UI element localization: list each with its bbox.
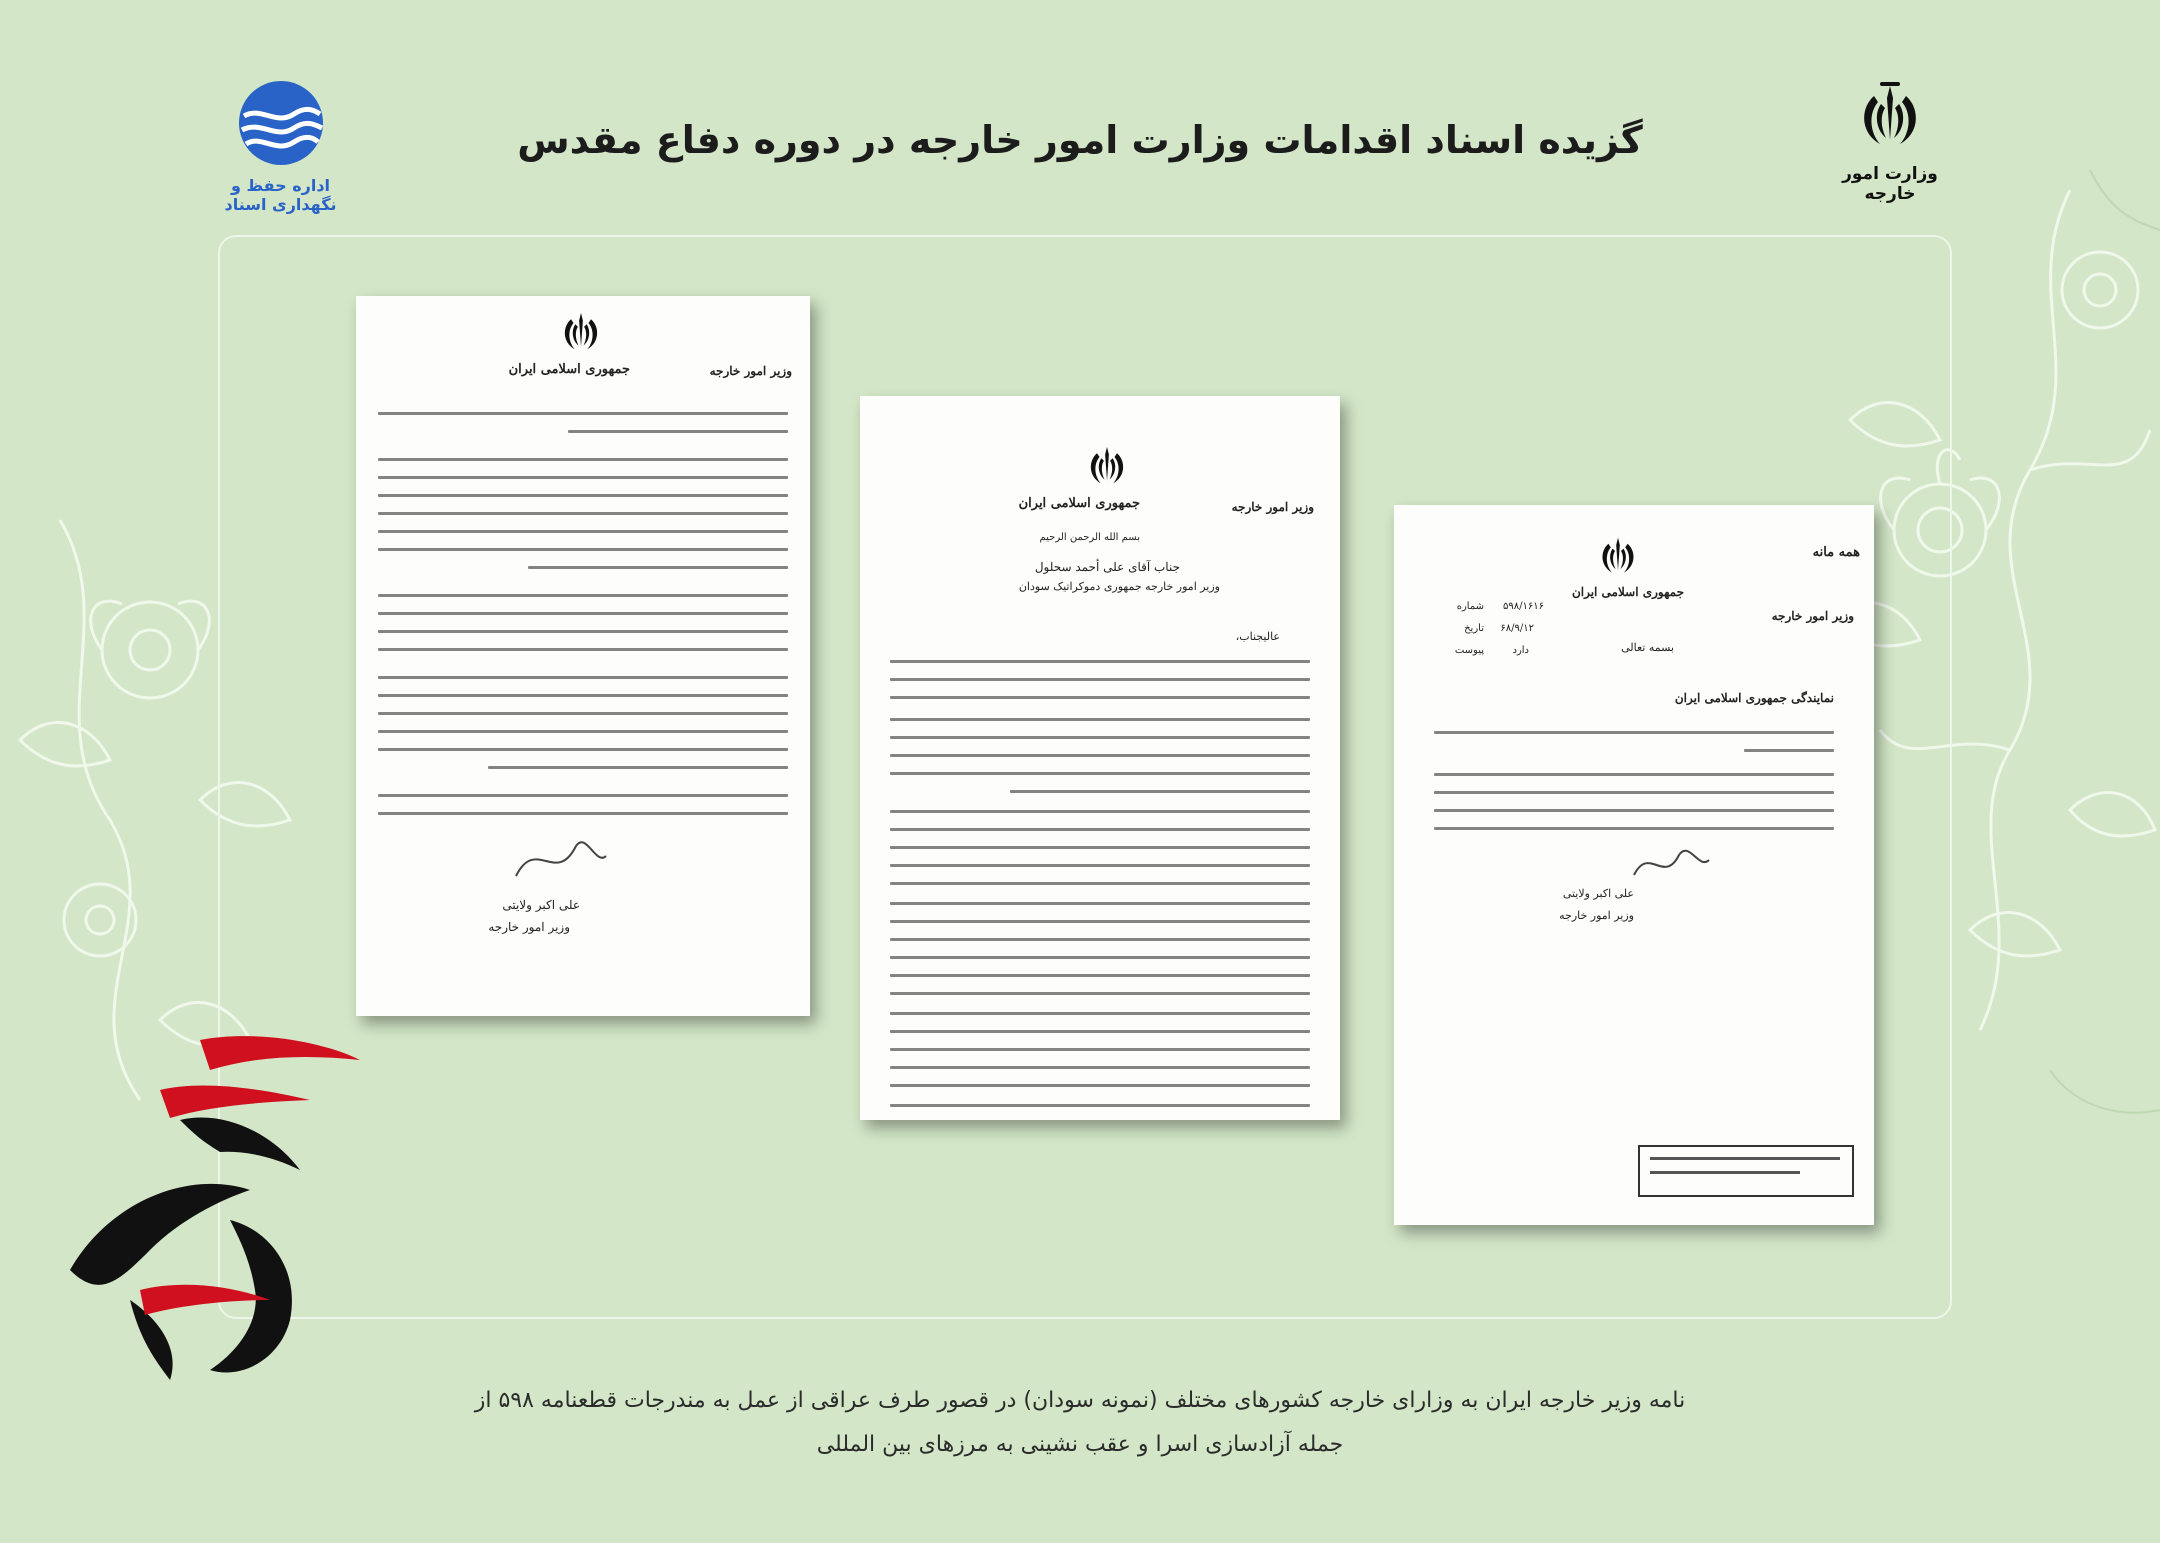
document-letter-1 <box>356 296 810 1016</box>
attachment-label: پیوست <box>1454 645 1484 656</box>
signature-name: علی اکبر ولایتی <box>1562 887 1634 900</box>
republic-label: جمهوری اسلامی ایران <box>508 362 630 377</box>
iran-emblem-icon <box>556 308 606 358</box>
caption-line-2: جمله آزادسازی اسرا و عقب نشینی به مرزهای بین المللی <box>816 1432 1344 1457</box>
stamp-label: همه مانه <box>1812 545 1860 560</box>
calligraphy-logo <box>30 1000 390 1400</box>
document-letter-2 <box>860 396 1340 1120</box>
ministry-logo-caption: وزارت امور خارجه <box>1842 164 1938 204</box>
recipient: نمایندگی جمهوری اسلامی ایران <box>1674 691 1834 705</box>
signature-title: وزیر امور خارجه <box>1559 909 1634 922</box>
attachment-value: دارد <box>1512 645 1529 656</box>
date-label: تاریخ <box>1464 623 1484 634</box>
republic-label: جمهوری اسلامی ایران <box>1571 585 1684 599</box>
basmala: بسم الله الرحمن الرحیم <box>1039 532 1140 543</box>
letter-heading: بسمه تعالی <box>1621 641 1674 654</box>
addressee-name: جناب آقای علی أحمد سحلول <box>1034 560 1180 574</box>
page-title: گزیده اسناد اقدامات وزارت امور خارجه در دوره دفاع مقدس <box>517 118 1643 162</box>
document-letter-3 <box>1394 505 1874 1225</box>
date-value: ۶۸/۹/۱۲ <box>1500 623 1534 634</box>
caption-line-1: نامه وزیر خارجه ایران به وزارای خارجه کشورهای مختلف (نمونه سودان) در قصور طرف عراقی از عمل به مندرجات قطعنامه ۵۹۸ از <box>474 1388 1686 1413</box>
archive-stamp-box <box>1638 1145 1854 1197</box>
signature-title: وزیر امور خارجه <box>488 920 570 934</box>
signature-name: علی اکبر ولایتی <box>502 898 580 912</box>
ministry-label: وزیر امور خارجه <box>709 364 792 378</box>
republic-label: جمهوری اسلامی ایران <box>1018 496 1140 511</box>
signature <box>1624 835 1714 895</box>
number-value: ۵۹۸/۱۶۱۶ <box>1503 601 1544 612</box>
addressee-title: وزیر امور خارجه جمهوری دموکراتیک سودان <box>1018 580 1220 593</box>
number-label: شماره <box>1456 601 1484 612</box>
ministry-label: وزیر امور خارجه <box>1771 609 1854 623</box>
signature <box>506 826 616 896</box>
ministry-label: وزیر امور خارجه <box>1231 500 1314 514</box>
archive-logo-caption: اداره حفظ و نگهداری اسناد <box>224 176 337 214</box>
iran-emblem-icon <box>1082 442 1132 492</box>
iran-emblem-icon <box>1594 533 1642 581</box>
salutation: عالیجناب، <box>1235 630 1280 643</box>
